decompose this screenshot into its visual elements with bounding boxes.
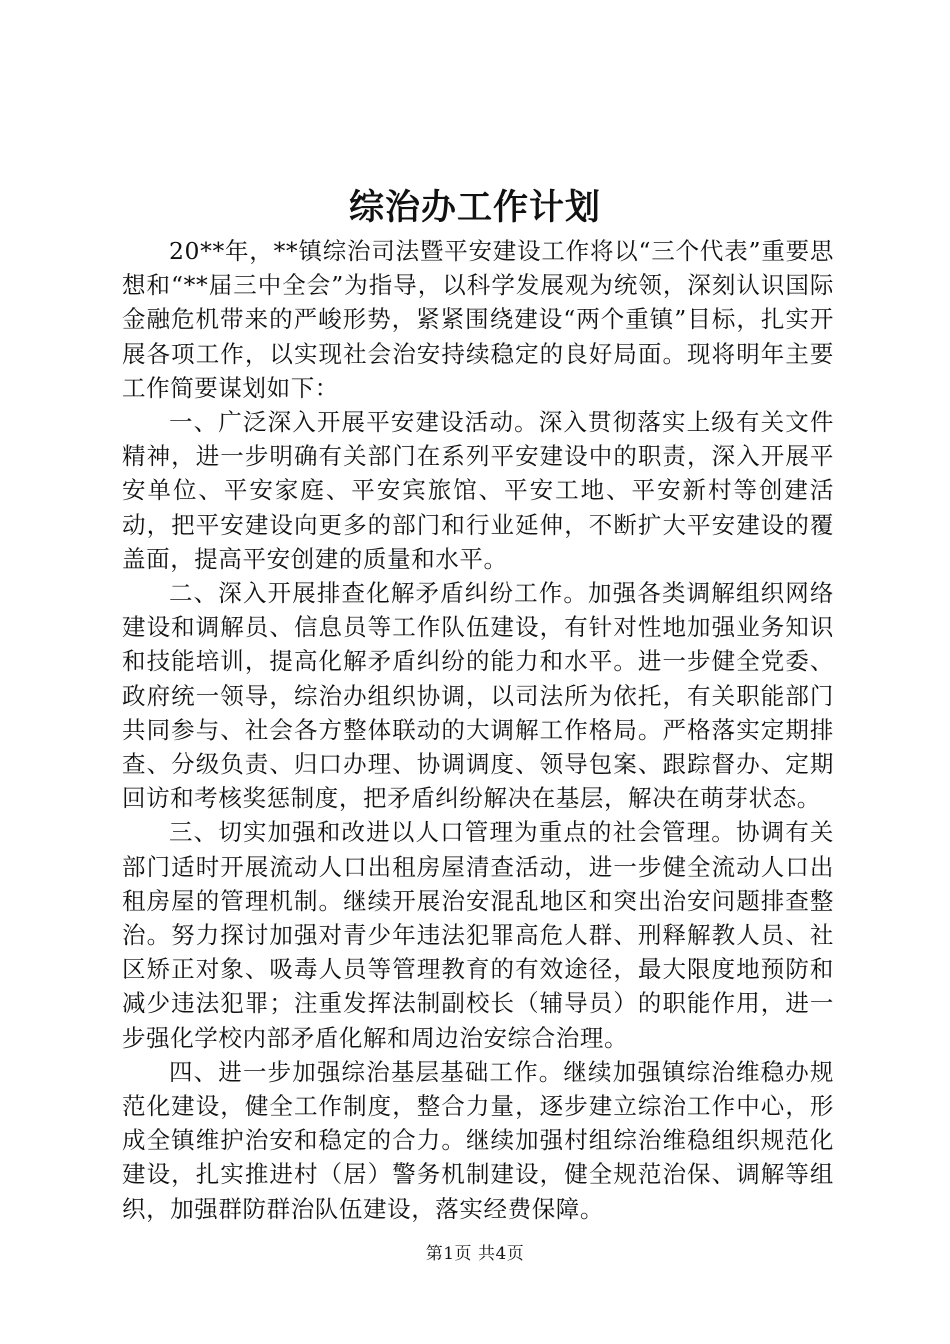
paragraph-section-3: 三、切实加强和改进以人口管理为重点的社会管理。协调有关部门适时开展流动人口出租房屋清查活动，进一步健全流动人口出租房屋的管理机制。继续开展治安混乱地区和突出治安问题排查整治。努力探讨加强对青少年违法犯罪高危人群、刑释解教人员、社区矫正对象、吸毒人员等管理教育的有效途径，最大限度地预防和减少违法犯罪；注重发挥法制副校长（辅导员）的职能作用，进一步强化学校内部矛盾化解和周边治安综合治理。	[122, 818, 834, 1052]
page-number-footer: 第1页 共4页	[425, 1244, 525, 1264]
document-title: 综治办工作计划	[348, 187, 601, 228]
document-body	[122, 234, 834, 1226]
paragraph-section-1: 一、广泛深入开展平安建设活动。深入贯彻落实上级有关文件精神，进一步明确有关部门在系列平安建设中的职责，深入开展平安单位、平安家庭、平安宾旅馆、平安工地、平安新村等创建活动，把平安建设向更多的部门和行业延伸，不断扩大平安建设的覆盖面，提高平安创建的质量和水平。	[122, 408, 834, 573]
paragraph-section-4: 四、进一步加强综治基层基础工作。继续加强镇综治维稳办规范化建设，健全工作制度，整合力量，逐步建立综治工作中心，形成全镇维护治安和稳定的合力。继续加强村组综治维稳组织规范化建设，扎实推进村（居）警务机制建设，健全规范治保、调解等组织，加强群防群治队伍建设，落实经费保障。	[122, 1057, 834, 1223]
paragraph-intro: 20**年，**镇综治司法暨平安建设工作将以“三个代表”重要思想和“**届三中全会”为指导，以科学发展观为统领，深刻认识国际金融危机带来的严峻形势，紧紧围绕建设“两个重镇”目标，扎实开展各项工作，以实现社会治安持续稳定的良好局面。现将明年主要工作简要谋划如下：	[122, 237, 834, 402]
paragraph-section-2: 二、深入开展排查化解矛盾纠纷工作。加强各类调解组织网络建设和调解员、信息员等工作队伍建设，有针对性地加强业务知识和技能培训，提高化解矛盾纠纷的能力和水平。进一步健全党委、政府统一领导，综治办组织协调，以司法所为依托，有关职能部门共同参与、社会各方整体联动的大调解工作格局。严格落实定期排查、分级负责、归口办理、协调调度、领导包案、跟踪督办、定期回访和考核奖惩制度，把矛盾纠纷解决在基层，解决在萌芽状态。	[122, 579, 834, 813]
